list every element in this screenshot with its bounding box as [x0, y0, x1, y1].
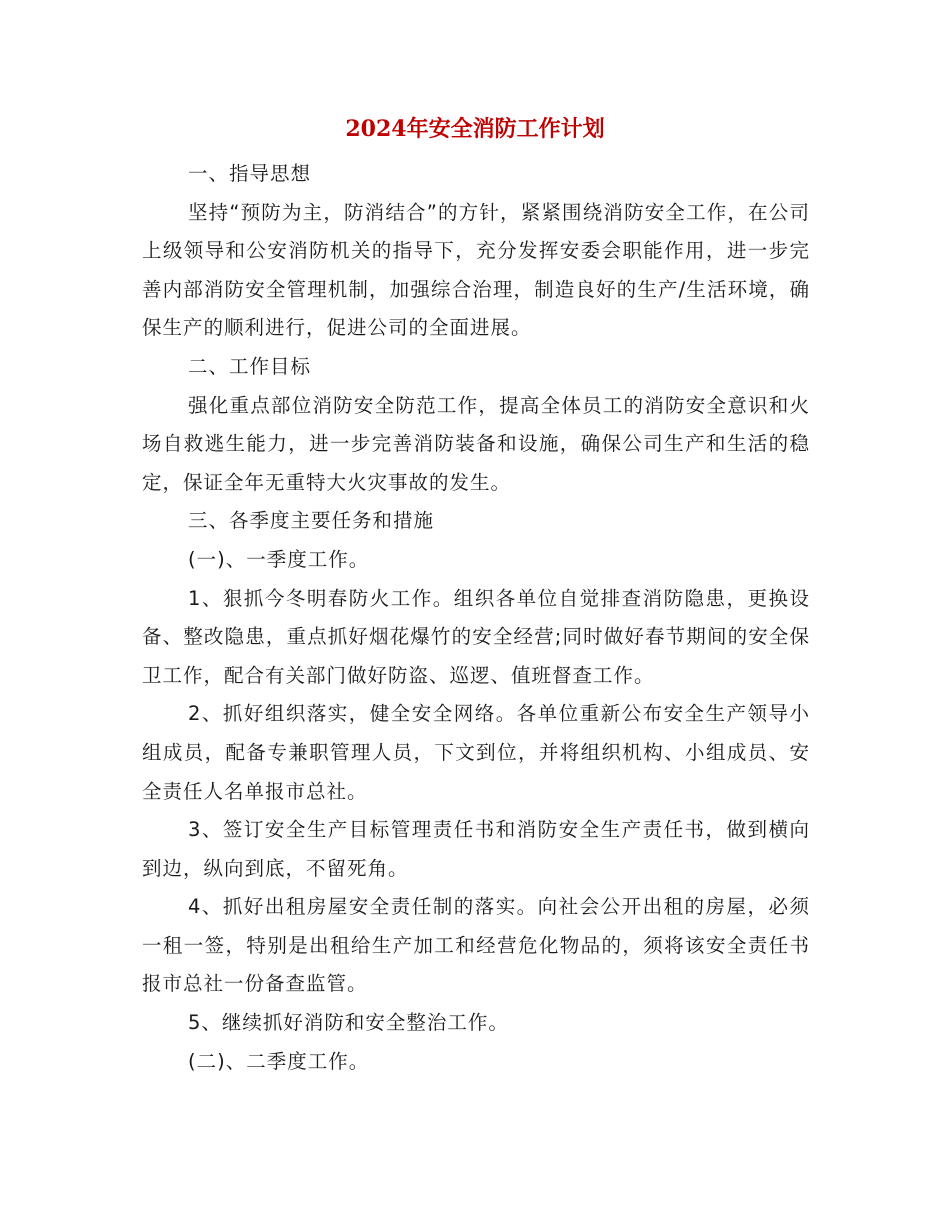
heading-quarterly-tasks: 三、各季度主要任务和措施 [188, 509, 435, 533]
list-item-q1-4: 4、抓好出租房屋安全责任制的落实。向社会公开出租的房屋，必须一租一签，特别是出租给生产加工和经营危化物品的，须将该安全责任书报市总社一份备查监管。 [142, 895, 810, 996]
document-body [142, 155, 810, 1081]
list-item-q1-1: 1、狠抓今冬明春防火工作。组织各单位自觉排查消防隐患，更换设备、整改隐患，重点抓好烟花爆竹的安全经营;同时做好春节期间的安全保卫工作，配合有关部门做好防盗、巡逻、值班督查工作。 [142, 586, 810, 687]
heading-guiding-ideology: 一、指导思想 [188, 162, 312, 185]
paragraph-guiding-ideology: 坚持“预防为主，防消结合”的方针，紧紧围绕消防安全工作，在公司上级领导和公安消防机关的指导下，充分发挥安委会职能作用，进一步完善内部消防安全管理机制，加强综合治理，制造良好的生产/生活环境，确保生产的顺利进行，促进公司的全面进展。 [142, 200, 810, 340]
document-title: 2024年安全消防工作计划 [345, 116, 605, 142]
subheading-q2: (二)、二季度工作。 [188, 1049, 370, 1073]
paragraph-work-goals: 强化重点部位消防安全防范工作，提高全体员工的消防安全意识和火场自救逃生能力，进一步完善消防装备和设施，确保公司生产和生活的稳定，保证全年无重特大火灾事故的发生。 [142, 393, 810, 494]
list-item-q1-5: 5、继续抓好消防和安全整治工作。 [188, 1011, 509, 1035]
subheading-q1: (一)、一季度工作。 [188, 547, 370, 571]
heading-work-goals: 二、工作目标 [188, 354, 312, 378]
list-item-q1-2: 2、抓好组织落实，健全安全网络。各单位重新公布安全生产领导小组成员，配备专兼职管理人员，下文到位，并将组织机构、小组成员、安全责任人名单报市总社。 [142, 702, 810, 803]
list-item-q1-3: 3、签订安全生产目标管理责任书和消防安全生产责任书，做到横向到边，纵向到底，不留死角。 [142, 818, 810, 880]
